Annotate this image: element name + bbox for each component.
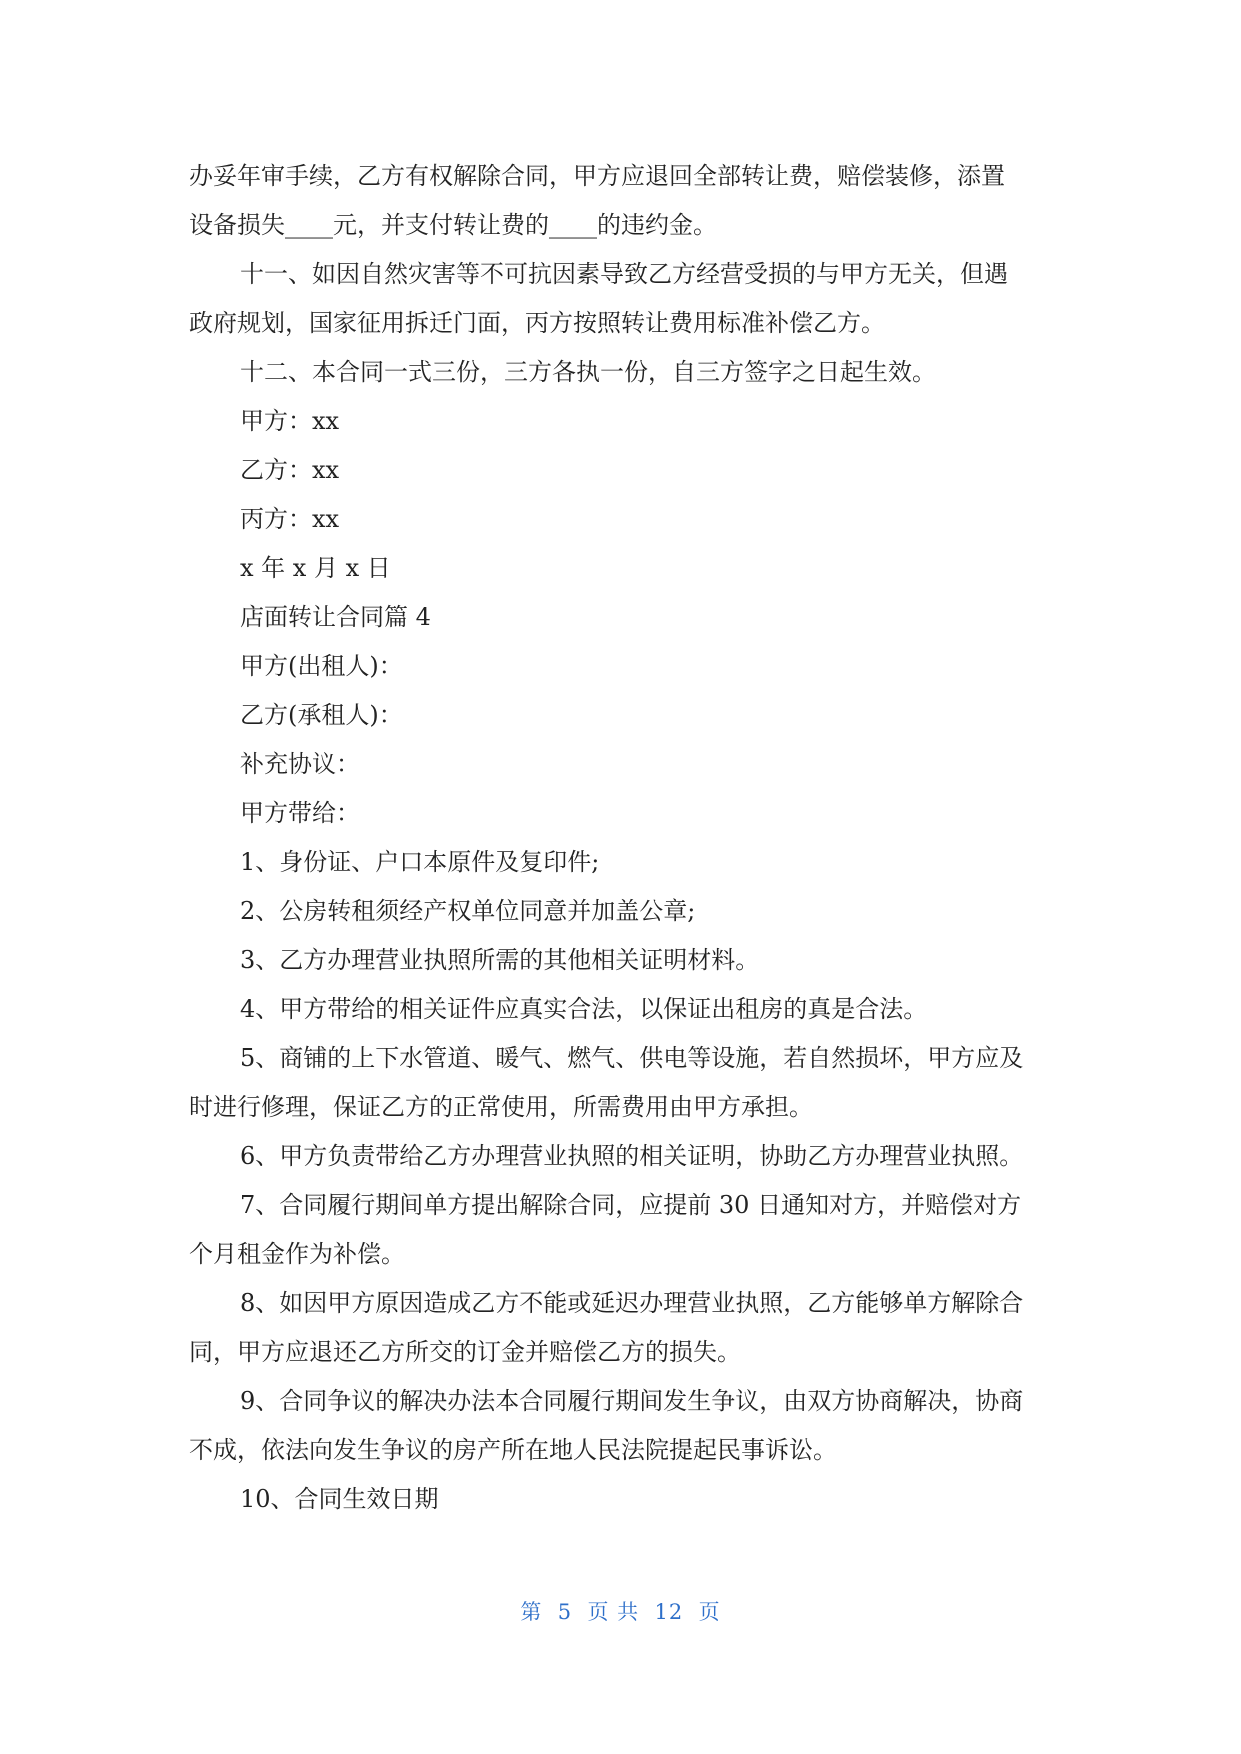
- paragraph-line: 设备损失____元，并支付转让费的____的违约金。: [189, 211, 717, 239]
- party-a-line: 甲方：xx: [240, 407, 340, 435]
- paragraph-line: 办妥年审手续，乙方有权解除合同，甲方应退回全部转让费，赔偿装修，添置: [189, 162, 1005, 190]
- lessor-line: 甲方(出租人)：: [240, 652, 403, 680]
- list-item-continued: 个月租金作为补偿。: [189, 1240, 405, 1268]
- party-a-provides-heading: 甲方带给：: [240, 799, 360, 827]
- list-item: 3、乙方办理营业执照所需的其他相关证明材料。: [240, 946, 760, 974]
- list-item: 2、公房转租须经产权单位同意并加盖公章;: [240, 897, 696, 925]
- page-number-footer: 第 5 页 共 12 页: [520, 1600, 721, 1624]
- list-item: 10、合同生效日期: [240, 1485, 439, 1513]
- supplement-heading: 补充协议：: [240, 750, 360, 778]
- list-item-continued: 不成，依法向发生争议的房产所在地人民法院提起民事诉讼。: [189, 1436, 837, 1464]
- paragraph-line: 十一、如因自然灾害等不可抗因素导致乙方经营受损的与甲方无关，但遇: [240, 260, 1008, 288]
- list-item: 1、身份证、户口本原件及复印件;: [240, 848, 600, 876]
- paragraph-line: 政府规划，国家征用拆迁门面，丙方按照转让费用标准补偿乙方。: [189, 309, 885, 337]
- list-item-continued: 同，甲方应退还乙方所交的订金并赔偿乙方的损失。: [189, 1338, 741, 1366]
- list-item: 8、如因甲方原因造成乙方不能或延迟办理营业执照，乙方能够单方解除合: [240, 1289, 1024, 1317]
- party-c-line: 丙方：xx: [240, 505, 340, 533]
- party-b-line: 乙方：xx: [240, 456, 340, 484]
- list-item: 5、商铺的上下水管道、暖气、燃气、供电等设施，若自然损坏，甲方应及: [240, 1044, 1024, 1072]
- list-item-continued: 时进行修理，保证乙方的正常使用，所需费用由甲方承担。: [189, 1093, 813, 1121]
- list-item: 6、甲方负责带给乙方办理营业执照的相关证明，协助乙方办理营业执照。: [240, 1142, 1024, 1170]
- paragraph-line: 十二、本合同一式三份，三方各执一份，自三方签字之日起生效。: [240, 358, 936, 386]
- section-title: 店面转让合同篇 4: [240, 603, 431, 631]
- date-line: x 年 x 月 x 日: [240, 554, 391, 582]
- list-item: 4、甲方带给的相关证件应真实合法，以保证出租房的真是合法。: [240, 995, 928, 1023]
- list-item: 9、合同争议的解决办法本合同履行期间发生争议，由双方协商解决，协商: [240, 1387, 1024, 1415]
- list-item: 7、合同履行期间单方提出解除合同，应提前 30 日通知对方，并赔偿对方: [240, 1191, 1022, 1219]
- lessee-line: 乙方(承租人)：: [240, 701, 403, 729]
